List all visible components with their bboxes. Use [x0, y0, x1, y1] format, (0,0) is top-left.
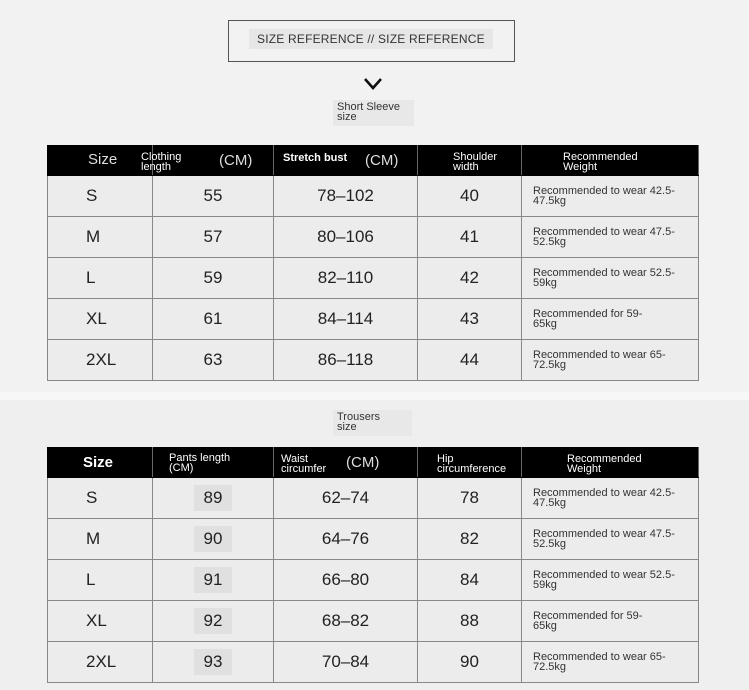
weight-text: 59kg: [533, 277, 557, 289]
trousers-caption: [333, 410, 412, 436]
weight-text: Recommended to wear 52.5-: [533, 267, 675, 279]
length-cell: [153, 478, 274, 519]
size-cell: [48, 217, 153, 258]
weight-text: Recommended to wear 65-: [533, 651, 666, 663]
weight-text: 59kg: [533, 579, 557, 591]
weight-cell: [522, 299, 699, 340]
cell-value: L: [86, 268, 96, 287]
table-row: [48, 560, 699, 601]
cell-value: 91: [194, 567, 233, 593]
header-unit-label: (CM): [219, 152, 253, 169]
cell-value: 84: [460, 570, 479, 589]
cell-value: 40: [460, 186, 479, 205]
waist-cell: [274, 560, 418, 601]
cell-value: 66–80: [321, 570, 370, 589]
weight-cell: [522, 176, 699, 217]
header-hip-label: Hip circumference: [437, 453, 507, 475]
cell-value: 80–106: [317, 227, 374, 246]
cell-value: 90: [460, 652, 479, 671]
length-cell: [153, 299, 274, 340]
table-row: [48, 340, 699, 381]
waist-cell: [274, 478, 418, 519]
weight-text: Recommended to wear 47.5-: [533, 226, 675, 238]
table-row: [48, 299, 699, 340]
weight-text: Recommended to wear 52.5-: [533, 569, 675, 581]
hip-cell: [418, 519, 522, 560]
cell-value: 70–84: [321, 652, 370, 671]
weight-text: 47.5kg: [533, 195, 567, 207]
section-divider: [0, 392, 749, 400]
weight-text: 65kg: [533, 318, 557, 330]
cell-value: 64–76: [321, 529, 370, 548]
size-cell: [48, 560, 153, 601]
cell-value: 93: [194, 649, 233, 675]
weight-text: Recommended for 59-: [533, 308, 643, 320]
cell-value: 90: [194, 526, 233, 552]
short-sleeve-caption: [333, 100, 414, 126]
size-cell: [48, 519, 153, 560]
cell-value: 2XL: [86, 652, 117, 671]
cell-value: 92: [194, 608, 233, 634]
size-cell: [48, 340, 153, 381]
header-stretch-bust: [274, 146, 418, 176]
size-cell: [48, 258, 153, 299]
header-recommended-weight: [522, 448, 699, 478]
cell-value: L: [86, 570, 96, 589]
hip-cell: [418, 642, 522, 683]
hip-cell: [418, 601, 522, 642]
trousers-size-table: [47, 447, 699, 683]
cell-value: M: [86, 227, 101, 246]
header-shoulder-label: Shoulder width: [453, 151, 498, 173]
shoulder-cell: [418, 217, 522, 258]
cell-value: 44: [460, 350, 479, 369]
cell-value: 42: [460, 268, 479, 287]
hip-cell: [418, 478, 522, 519]
waist-cell: [274, 519, 418, 560]
weight-text: Recommended to wear 42.5-: [533, 487, 675, 499]
weight-cell: [522, 519, 699, 560]
header-waist: [274, 448, 418, 478]
length-cell: [153, 340, 274, 381]
shoulder-cell: [418, 176, 522, 217]
header-bust-label: Stretch bust: [283, 152, 348, 164]
table-header-row: [48, 146, 699, 176]
table-header-row: [48, 448, 699, 478]
size-cell: [48, 299, 153, 340]
weight-cell: [522, 340, 699, 381]
weight-text: Recommended to wear 47.5-: [533, 528, 675, 540]
table-row: [48, 601, 699, 642]
caption-line: size: [337, 421, 357, 433]
chevron-down-icon: [362, 76, 384, 92]
weight-cell: [522, 217, 699, 258]
weight-text: Recommended to wear 42.5-: [533, 185, 675, 197]
cell-value: 63: [203, 350, 223, 369]
length-cell: [153, 642, 274, 683]
waist-cell: [274, 601, 418, 642]
cell-value: M: [86, 529, 101, 548]
weight-text: 47.5kg: [533, 497, 567, 509]
cell-value: S: [86, 186, 98, 205]
caption-line: size: [337, 111, 357, 123]
weight-cell: [522, 258, 699, 299]
cell-value: 86–118: [317, 350, 374, 369]
weight-text: 72.5kg: [533, 359, 567, 371]
table-row: [48, 519, 699, 560]
cell-value: 62–74: [321, 488, 370, 507]
weight-text: 52.5kg: [533, 236, 567, 248]
cell-value: S: [86, 488, 98, 507]
cell-value: XL: [86, 309, 107, 328]
header-hip: [418, 448, 522, 478]
weight-text: 52.5kg: [533, 538, 567, 550]
weight-cell: [522, 560, 699, 601]
cell-value: 57: [203, 227, 223, 246]
bust-cell: [274, 258, 418, 299]
hip-cell: [418, 560, 522, 601]
weight-cell: [522, 642, 699, 683]
shoulder-cell: [418, 340, 522, 381]
length-cell: [153, 601, 274, 642]
weight-text: 72.5kg: [533, 661, 567, 673]
cell-value: 59: [203, 268, 223, 287]
cell-value: 68–82: [321, 611, 370, 630]
header-size-label: Size: [88, 151, 118, 168]
header-size-label: Size: [83, 454, 114, 471]
header-size: [48, 448, 153, 478]
caption-line: Trousers: [337, 411, 380, 423]
cell-value: 78: [460, 488, 479, 507]
weight-text: 65kg: [533, 620, 557, 632]
cell-value: 55: [203, 186, 223, 205]
shoulder-cell: [418, 299, 522, 340]
bust-cell: [274, 176, 418, 217]
header-size: [48, 146, 153, 176]
cell-value: 61: [203, 309, 223, 328]
header-unit-label: (CM): [365, 152, 399, 169]
header-waist-label: Waist circumfer: [281, 453, 327, 475]
weight-text: Recommended to wear 65-: [533, 349, 666, 361]
size-cell: [48, 176, 153, 217]
cell-value: XL: [86, 611, 107, 630]
table-row: [48, 217, 699, 258]
bust-cell: [274, 340, 418, 381]
weight-cell: [522, 478, 699, 519]
header-recommended-weight: [522, 146, 699, 176]
header-weight-label: Recommended Weight: [567, 453, 642, 475]
header-weight-label: Recommended Weight: [563, 151, 638, 173]
weight-cell: [522, 601, 699, 642]
table-row: [48, 478, 699, 519]
table-row: [48, 258, 699, 299]
length-cell: [153, 519, 274, 560]
cell-value: 82–110: [317, 268, 374, 287]
caption-line: Short Sleeve: [337, 101, 400, 113]
short-sleeve-size-table: [47, 145, 699, 381]
size-cell: [48, 601, 153, 642]
bust-cell: [274, 299, 418, 340]
size-reference-title: SIZE REFERENCE // SIZE REFERENCE: [249, 29, 493, 49]
header-clothing-length: [141, 146, 274, 176]
cell-value: 84–114: [317, 309, 374, 328]
size-cell: [48, 478, 153, 519]
cell-value: 88: [460, 611, 479, 630]
cell-value: 89: [194, 485, 233, 511]
shoulder-cell: [418, 258, 522, 299]
cell-value: 78–102: [317, 186, 374, 205]
waist-cell: [274, 642, 418, 683]
header-unit-label: (CM): [346, 454, 380, 471]
header-clothing-label: Clothing length: [141, 151, 182, 173]
header-pants-label: Pants length (CM): [169, 452, 231, 474]
header-shoulder-width: [418, 146, 522, 176]
cell-value: 82: [460, 529, 479, 548]
cell-value: 2XL: [86, 350, 117, 369]
size-reference-banner: [228, 20, 515, 62]
length-cell: [153, 176, 274, 217]
length-cell: [153, 258, 274, 299]
length-cell: [153, 560, 274, 601]
cell-value: 43: [460, 309, 479, 328]
weight-text: Recommended for 59-: [533, 610, 643, 622]
table-row: [48, 176, 699, 217]
size-cell: [48, 642, 153, 683]
cell-value: 41: [460, 227, 479, 246]
bust-cell: [274, 217, 418, 258]
length-cell: [153, 217, 274, 258]
header-pants-length: [153, 448, 274, 478]
table-row: [48, 642, 699, 683]
